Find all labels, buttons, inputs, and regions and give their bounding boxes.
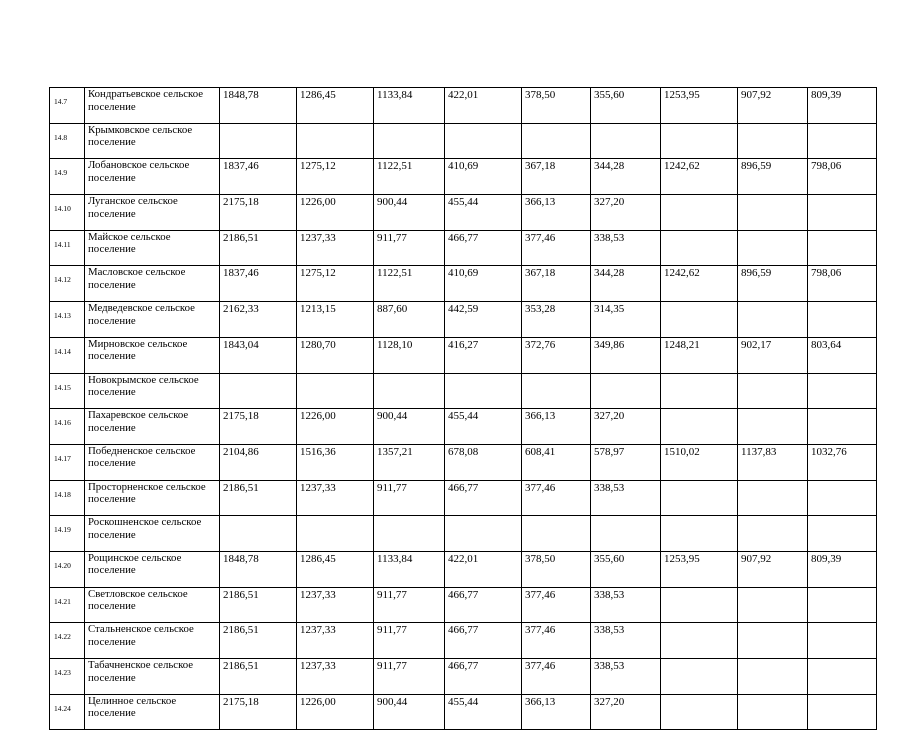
- value-cell: [738, 659, 808, 695]
- table-row: [50, 302, 877, 338]
- value-cell: [808, 587, 877, 623]
- value-cell: [661, 623, 738, 659]
- value-cell: 2175,18: [220, 409, 297, 445]
- table-row: [50, 694, 877, 730]
- value-cell: 422,01: [445, 88, 522, 124]
- value-cell: 809,39: [808, 88, 877, 124]
- settlement-name: Новокрымское сельское поселение: [85, 373, 220, 409]
- value-cell: 2186,51: [220, 623, 297, 659]
- value-cell: [522, 516, 591, 552]
- value-cell: 2186,51: [220, 659, 297, 695]
- value-cell: 1253,95: [661, 551, 738, 587]
- value-cell: 1516,36: [297, 444, 374, 480]
- value-cell: 1122,51: [374, 159, 445, 195]
- value-cell: [661, 409, 738, 445]
- value-cell: 1837,46: [220, 159, 297, 195]
- row-number: 14.21: [50, 587, 85, 623]
- value-cell: [738, 373, 808, 409]
- value-cell: [445, 516, 522, 552]
- value-cell: 327,20: [591, 195, 661, 231]
- value-cell: 466,77: [445, 587, 522, 623]
- value-cell: [738, 587, 808, 623]
- table-row: [50, 266, 877, 302]
- value-cell: 442,59: [445, 302, 522, 338]
- settlement-name: Майское сельское поселение: [85, 230, 220, 266]
- table-row: [50, 551, 877, 587]
- value-cell: [374, 516, 445, 552]
- row-number: 14.14: [50, 337, 85, 373]
- value-cell: [661, 516, 738, 552]
- value-cell: 377,46: [522, 587, 591, 623]
- table-row: [50, 623, 877, 659]
- value-cell: 1226,00: [297, 195, 374, 231]
- value-cell: [661, 659, 738, 695]
- value-cell: 1237,33: [297, 659, 374, 695]
- value-cell: 798,06: [808, 266, 877, 302]
- row-number: 14.16: [50, 409, 85, 445]
- value-cell: [591, 123, 661, 159]
- row-number: 14.13: [50, 302, 85, 338]
- value-cell: [661, 694, 738, 730]
- value-cell: 2175,18: [220, 195, 297, 231]
- settlement-name: Просторненское сельское поселение: [85, 480, 220, 516]
- settlement-name: Светловское сельское поселение: [85, 587, 220, 623]
- value-cell: [808, 623, 877, 659]
- value-cell: 798,06: [808, 159, 877, 195]
- row-number: 14.20: [50, 551, 85, 587]
- value-cell: 338,53: [591, 230, 661, 266]
- value-cell: [738, 516, 808, 552]
- value-cell: 1837,46: [220, 266, 297, 302]
- row-number: 14.9: [50, 159, 85, 195]
- value-cell: 1237,33: [297, 587, 374, 623]
- value-cell: [591, 373, 661, 409]
- value-cell: [808, 659, 877, 695]
- value-cell: 1248,21: [661, 337, 738, 373]
- table-row: [50, 373, 877, 409]
- settlement-name: Крымковское сельское поселение: [85, 123, 220, 159]
- value-cell: [808, 373, 877, 409]
- row-number: 14.22: [50, 623, 85, 659]
- value-cell: [297, 123, 374, 159]
- value-cell: 1242,62: [661, 159, 738, 195]
- settlement-name: Кондратьевское сельское поселение: [85, 88, 220, 124]
- value-cell: [297, 516, 374, 552]
- value-cell: 911,77: [374, 480, 445, 516]
- value-cell: 1510,02: [661, 444, 738, 480]
- value-cell: 466,77: [445, 659, 522, 695]
- value-cell: 410,69: [445, 266, 522, 302]
- row-number: 14.23: [50, 659, 85, 695]
- value-cell: [522, 373, 591, 409]
- value-cell: 366,13: [522, 195, 591, 231]
- value-cell: [445, 373, 522, 409]
- value-cell: 1133,84: [374, 88, 445, 124]
- value-cell: 2186,51: [220, 230, 297, 266]
- row-number: 14.7: [50, 88, 85, 124]
- value-cell: 2186,51: [220, 480, 297, 516]
- value-cell: 377,46: [522, 659, 591, 695]
- value-cell: 1242,62: [661, 266, 738, 302]
- value-cell: 377,46: [522, 230, 591, 266]
- value-cell: [661, 302, 738, 338]
- table-row: [50, 195, 877, 231]
- value-cell: 803,64: [808, 337, 877, 373]
- value-cell: 907,92: [738, 551, 808, 587]
- value-cell: 1237,33: [297, 230, 374, 266]
- value-cell: 1275,12: [297, 266, 374, 302]
- value-cell: 1843,04: [220, 337, 297, 373]
- value-cell: 1253,95: [661, 88, 738, 124]
- value-cell: 338,53: [591, 480, 661, 516]
- value-cell: 1226,00: [297, 409, 374, 445]
- value-cell: [738, 302, 808, 338]
- settlement-name: Победненское сельское поселение: [85, 444, 220, 480]
- value-cell: 887,60: [374, 302, 445, 338]
- table-row: [50, 337, 877, 373]
- value-cell: [591, 516, 661, 552]
- table-row: [50, 409, 877, 445]
- value-cell: 377,46: [522, 480, 591, 516]
- tariff-table: [49, 87, 877, 730]
- value-cell: 911,77: [374, 623, 445, 659]
- value-cell: 1848,78: [220, 88, 297, 124]
- value-cell: [738, 230, 808, 266]
- value-cell: [808, 123, 877, 159]
- value-cell: 355,60: [591, 88, 661, 124]
- value-cell: 344,28: [591, 159, 661, 195]
- value-cell: 349,86: [591, 337, 661, 373]
- settlement-name: Пахаревское сельское поселение: [85, 409, 220, 445]
- table-row: [50, 159, 877, 195]
- value-cell: 1848,78: [220, 551, 297, 587]
- value-cell: 327,20: [591, 694, 661, 730]
- value-cell: [661, 587, 738, 623]
- settlement-name: Луганское сельское поселение: [85, 195, 220, 231]
- table-row: [50, 444, 877, 480]
- value-cell: [808, 409, 877, 445]
- value-cell: 416,27: [445, 337, 522, 373]
- value-cell: [220, 123, 297, 159]
- value-cell: 366,13: [522, 409, 591, 445]
- value-cell: 338,53: [591, 659, 661, 695]
- value-cell: 378,50: [522, 551, 591, 587]
- value-cell: 578,97: [591, 444, 661, 480]
- settlement-name: Роскошненское сельское поселение: [85, 516, 220, 552]
- table-row: [50, 88, 877, 124]
- value-cell: 1280,70: [297, 337, 374, 373]
- value-cell: 1286,45: [297, 551, 374, 587]
- value-cell: 378,50: [522, 88, 591, 124]
- value-cell: [808, 195, 877, 231]
- value-cell: 372,76: [522, 337, 591, 373]
- row-number: 14.19: [50, 516, 85, 552]
- settlement-name: Целинное сельское поселение: [85, 694, 220, 730]
- value-cell: 367,18: [522, 266, 591, 302]
- value-cell: [661, 195, 738, 231]
- value-cell: 1275,12: [297, 159, 374, 195]
- value-cell: 1122,51: [374, 266, 445, 302]
- table-row: [50, 587, 877, 623]
- value-cell: [220, 373, 297, 409]
- value-cell: 367,18: [522, 159, 591, 195]
- value-cell: 1128,10: [374, 337, 445, 373]
- value-cell: [220, 516, 297, 552]
- settlement-name: Табачненское сельское поселение: [85, 659, 220, 695]
- value-cell: 466,77: [445, 623, 522, 659]
- value-cell: [661, 373, 738, 409]
- table-row: [50, 480, 877, 516]
- value-cell: [374, 373, 445, 409]
- value-cell: [445, 123, 522, 159]
- value-cell: [738, 195, 808, 231]
- row-number: 14.8: [50, 123, 85, 159]
- row-number: 14.18: [50, 480, 85, 516]
- value-cell: [808, 480, 877, 516]
- value-cell: 455,44: [445, 409, 522, 445]
- value-cell: 466,77: [445, 480, 522, 516]
- value-cell: 1133,84: [374, 551, 445, 587]
- value-cell: 907,92: [738, 88, 808, 124]
- value-cell: [661, 123, 738, 159]
- value-cell: 338,53: [591, 623, 661, 659]
- table-row: [50, 659, 877, 695]
- value-cell: 1213,15: [297, 302, 374, 338]
- value-cell: [808, 694, 877, 730]
- settlement-name: Рощинское сельское поселение: [85, 551, 220, 587]
- table-body: [50, 88, 877, 730]
- value-cell: 678,08: [445, 444, 522, 480]
- value-cell: [738, 694, 808, 730]
- value-cell: [808, 302, 877, 338]
- value-cell: 377,46: [522, 623, 591, 659]
- value-cell: 327,20: [591, 409, 661, 445]
- value-cell: [738, 480, 808, 516]
- value-cell: 2104,86: [220, 444, 297, 480]
- settlement-name: Лобановское сельское поселение: [85, 159, 220, 195]
- value-cell: 1226,00: [297, 694, 374, 730]
- row-number: 14.17: [50, 444, 85, 480]
- value-cell: 1357,21: [374, 444, 445, 480]
- value-cell: 344,28: [591, 266, 661, 302]
- row-number: 14.10: [50, 195, 85, 231]
- value-cell: 900,44: [374, 195, 445, 231]
- value-cell: [738, 123, 808, 159]
- settlement-name: Масловское сельское поселение: [85, 266, 220, 302]
- table-row: [50, 123, 877, 159]
- row-number: 14.11: [50, 230, 85, 266]
- value-cell: 338,53: [591, 587, 661, 623]
- value-cell: 900,44: [374, 409, 445, 445]
- value-cell: 2175,18: [220, 694, 297, 730]
- value-cell: 896,59: [738, 159, 808, 195]
- value-cell: [738, 623, 808, 659]
- value-cell: 911,77: [374, 587, 445, 623]
- value-cell: 902,17: [738, 337, 808, 373]
- value-cell: 1032,76: [808, 444, 877, 480]
- value-cell: [808, 516, 877, 552]
- row-number: 14.15: [50, 373, 85, 409]
- settlement-name: Стальненское сельское поселение: [85, 623, 220, 659]
- value-cell: [522, 123, 591, 159]
- table-row: [50, 230, 877, 266]
- value-cell: [661, 480, 738, 516]
- value-cell: 455,44: [445, 195, 522, 231]
- value-cell: [661, 230, 738, 266]
- value-cell: 2186,51: [220, 587, 297, 623]
- value-cell: 900,44: [374, 694, 445, 730]
- value-cell: [738, 409, 808, 445]
- value-cell: [374, 123, 445, 159]
- value-cell: 1237,33: [297, 480, 374, 516]
- settlement-name: Медведевское сельское поселение: [85, 302, 220, 338]
- value-cell: [808, 230, 877, 266]
- value-cell: 353,28: [522, 302, 591, 338]
- value-cell: 1237,33: [297, 623, 374, 659]
- settlement-name: Мирновское сельское поселение: [85, 337, 220, 373]
- value-cell: 455,44: [445, 694, 522, 730]
- value-cell: 896,59: [738, 266, 808, 302]
- value-cell: 608,41: [522, 444, 591, 480]
- value-cell: 355,60: [591, 551, 661, 587]
- row-number: 14.12: [50, 266, 85, 302]
- value-cell: 809,39: [808, 551, 877, 587]
- value-cell: 366,13: [522, 694, 591, 730]
- value-cell: 1286,45: [297, 88, 374, 124]
- value-cell: 410,69: [445, 159, 522, 195]
- table-row: [50, 516, 877, 552]
- value-cell: 466,77: [445, 230, 522, 266]
- value-cell: [297, 373, 374, 409]
- value-cell: 2162,33: [220, 302, 297, 338]
- value-cell: 314,35: [591, 302, 661, 338]
- row-number: 14.24: [50, 694, 85, 730]
- value-cell: 422,01: [445, 551, 522, 587]
- value-cell: 911,77: [374, 659, 445, 695]
- value-cell: 911,77: [374, 230, 445, 266]
- value-cell: 1137,83: [738, 444, 808, 480]
